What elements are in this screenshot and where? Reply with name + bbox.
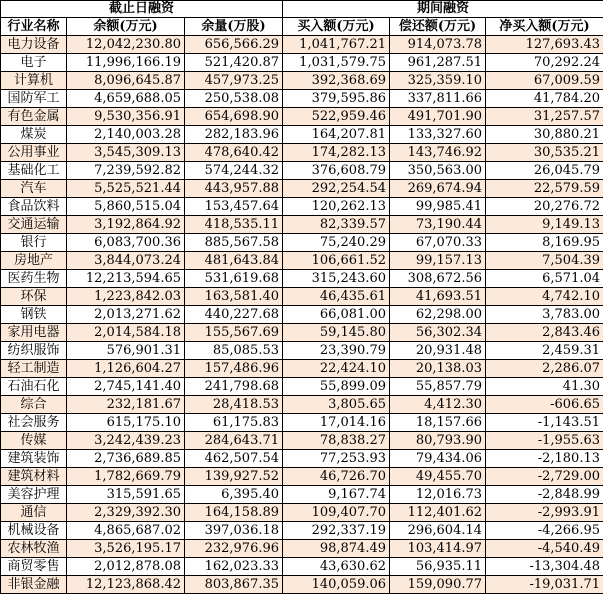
net-buy-value: 30,880.21 xyxy=(486,126,603,144)
volume-value: 418,535.11 xyxy=(185,216,283,234)
volume-value: 157,486.96 xyxy=(185,360,283,378)
volume-value: 574,244.32 xyxy=(185,162,283,180)
balance-value: 2,736,689.85 xyxy=(67,450,185,468)
industry-name: 通信 xyxy=(1,504,67,522)
net-buy-value: 127,693.43 xyxy=(486,36,603,54)
buy-value: 55,899.09 xyxy=(283,378,390,396)
volume-value: 61,175.83 xyxy=(185,414,283,432)
repay-value: 20,138.03 xyxy=(390,360,486,378)
repay-value: 56,302.34 xyxy=(390,324,486,342)
balance-value: 2,329,392.30 xyxy=(67,504,185,522)
balance-value: 8,096,645.87 xyxy=(67,72,185,90)
volume-value: 162,023.33 xyxy=(185,558,283,576)
buy-value: 292,254.54 xyxy=(283,180,390,198)
balance-value: 6,083,700.36 xyxy=(67,234,185,252)
buy-value: 292,337.19 xyxy=(283,522,390,540)
volume-value: 521,420.87 xyxy=(185,54,283,72)
volume-value: 481,643.84 xyxy=(185,252,283,270)
repay-value: 99,985.41 xyxy=(390,198,486,216)
volume-value: 85,085.53 xyxy=(185,342,283,360)
buy-value: 17,014.16 xyxy=(283,414,390,432)
buy-value: 78,838.27 xyxy=(283,432,390,450)
net-buy-value: 67,009.59 xyxy=(486,72,603,90)
volume-value: 440,227.68 xyxy=(185,306,283,324)
table-row xyxy=(1,576,603,594)
table-row xyxy=(1,288,603,306)
industry-name: 银行 xyxy=(1,234,67,252)
industry-name: 美容护理 xyxy=(1,486,67,504)
column-header-repay: 偿还额(万元) xyxy=(390,18,486,36)
net-buy-value: 2,286.07 xyxy=(486,360,603,378)
industry-name: 房地产 xyxy=(1,252,67,270)
net-buy-value: 2,459.31 xyxy=(486,342,603,360)
table-row xyxy=(1,54,603,72)
industry-name: 有色金属 xyxy=(1,108,67,126)
buy-value: 3,805.65 xyxy=(283,396,390,414)
volume-value: 250,538.08 xyxy=(185,90,283,108)
buy-value: 379,595.86 xyxy=(283,90,390,108)
buy-value: 23,390.79 xyxy=(283,342,390,360)
balance-value: 1,126,604.27 xyxy=(67,360,185,378)
column-header-volume: 余量(万股) xyxy=(185,18,283,36)
group-header-period: 期间融资 xyxy=(283,1,603,18)
industry-name: 商贸零售 xyxy=(1,558,67,576)
industry-name: 纺织服饰 xyxy=(1,342,67,360)
industry-name: 基础化工 xyxy=(1,162,67,180)
table-row xyxy=(1,36,603,54)
industry-name: 石油石化 xyxy=(1,378,67,396)
column-header-row xyxy=(1,18,603,36)
buy-value: 75,240.29 xyxy=(283,234,390,252)
buy-value: 66,081.00 xyxy=(283,306,390,324)
table-row xyxy=(1,558,603,576)
net-buy-value: 22,579.59 xyxy=(486,180,603,198)
volume-value: 163,581.40 xyxy=(185,288,283,306)
volume-value: 6,395.40 xyxy=(185,486,283,504)
industry-name: 综合 xyxy=(1,396,67,414)
balance-value: 3,526,195.17 xyxy=(67,540,185,558)
volume-value: 397,036.18 xyxy=(185,522,283,540)
column-header-balance: 余额(万元) xyxy=(67,18,185,36)
industry-name: 传媒 xyxy=(1,432,67,450)
table-row xyxy=(1,360,603,378)
repay-value: 159,090.77 xyxy=(390,576,486,594)
repay-value: 133,327.60 xyxy=(390,126,486,144)
table-row xyxy=(1,486,603,504)
table-row xyxy=(1,342,603,360)
balance-value: 5,860,515.04 xyxy=(67,198,185,216)
balance-value: 9,530,356.91 xyxy=(67,108,185,126)
balance-value: 2,014,584.18 xyxy=(67,324,185,342)
balance-value: 1,223,842.03 xyxy=(67,288,185,306)
net-buy-value: -19,031.71 xyxy=(486,576,603,594)
buy-value: 1,031,579.75 xyxy=(283,54,390,72)
volume-value: 282,183.96 xyxy=(185,126,283,144)
table-row xyxy=(1,252,603,270)
net-buy-value: 70,292.24 xyxy=(486,54,603,72)
industry-name: 国防军工 xyxy=(1,90,67,108)
balance-value: 4,659,688.05 xyxy=(67,90,185,108)
buy-value: 82,339.57 xyxy=(283,216,390,234)
table-row xyxy=(1,540,603,558)
industry-name: 社会服务 xyxy=(1,414,67,432)
buy-value: 22,424.10 xyxy=(283,360,390,378)
repay-value: 99,157.13 xyxy=(390,252,486,270)
volume-value: 443,957.88 xyxy=(185,180,283,198)
buy-value: 376,608.79 xyxy=(283,162,390,180)
buy-value: 174,282.13 xyxy=(283,144,390,162)
industry-name: 建筑装饰 xyxy=(1,450,67,468)
repay-value: 62,298.00 xyxy=(390,306,486,324)
repay-value: 491,701.90 xyxy=(390,108,486,126)
industry-name: 电力设备 xyxy=(1,36,67,54)
balance-value: 2,140,003.28 xyxy=(67,126,185,144)
net-buy-value: -606.65 xyxy=(486,396,603,414)
balance-value: 12,042,230.80 xyxy=(67,36,185,54)
repay-value: 55,857.79 xyxy=(390,378,486,396)
table-row xyxy=(1,234,603,252)
volume-value: 232,976.96 xyxy=(185,540,283,558)
net-buy-value: -2,848.99 xyxy=(486,486,603,504)
volume-value: 284,643.71 xyxy=(185,432,283,450)
volume-value: 153,457.64 xyxy=(185,198,283,216)
industry-name: 建筑材料 xyxy=(1,468,67,486)
volume-value: 803,867.35 xyxy=(185,576,283,594)
table-row xyxy=(1,432,603,450)
column-header-net-buy: 净买入额(万元) xyxy=(486,18,603,36)
balance-value: 3,242,439.23 xyxy=(67,432,185,450)
industry-name: 食品饮料 xyxy=(1,198,67,216)
repay-value: 79,434.06 xyxy=(390,450,486,468)
industry-name: 公用事业 xyxy=(1,144,67,162)
volume-value: 462,507.54 xyxy=(185,450,283,468)
buy-value: 315,243.60 xyxy=(283,270,390,288)
balance-value: 232,181.67 xyxy=(67,396,185,414)
buy-value: 46,435.61 xyxy=(283,288,390,306)
volume-value: 139,927.52 xyxy=(185,468,283,486)
industry-name: 钢铁 xyxy=(1,306,67,324)
industry-name: 交通运输 xyxy=(1,216,67,234)
net-buy-value: 9,149.13 xyxy=(486,216,603,234)
volume-value: 654,698.90 xyxy=(185,108,283,126)
buy-value: 109,407.70 xyxy=(283,504,390,522)
net-buy-value: -4,540.49 xyxy=(486,540,603,558)
balance-value: 3,844,073.24 xyxy=(67,252,185,270)
net-buy-value: 30,535.21 xyxy=(486,144,603,162)
industry-name: 农林牧渔 xyxy=(1,540,67,558)
volume-value: 164,158.89 xyxy=(185,504,283,522)
repay-value: 308,672.56 xyxy=(390,270,486,288)
table-row xyxy=(1,90,603,108)
balance-value: 5,525,521.44 xyxy=(67,180,185,198)
buy-value: 140,059.06 xyxy=(283,576,390,594)
table-row xyxy=(1,144,603,162)
repay-value: 143,746.92 xyxy=(390,144,486,162)
repay-value: 73,190.44 xyxy=(390,216,486,234)
repay-value: 49,455.70 xyxy=(390,468,486,486)
repay-value: 20,931.48 xyxy=(390,342,486,360)
table-row xyxy=(1,126,603,144)
balance-value: 1,782,669.79 xyxy=(67,468,185,486)
table-row xyxy=(1,72,603,90)
industry-name: 机械设备 xyxy=(1,522,67,540)
buy-value: 9,167.74 xyxy=(283,486,390,504)
table-row xyxy=(1,378,603,396)
buy-value: 46,726.70 xyxy=(283,468,390,486)
net-buy-value: 7,504.39 xyxy=(486,252,603,270)
net-buy-value: -13,304.48 xyxy=(486,558,603,576)
repay-value: 325,359.10 xyxy=(390,72,486,90)
buy-value: 43,630.62 xyxy=(283,558,390,576)
volume-value: 457,973.25 xyxy=(185,72,283,90)
buy-value: 392,368.69 xyxy=(283,72,390,90)
industry-name: 汽车 xyxy=(1,180,67,198)
net-buy-value: 41.30 xyxy=(486,378,603,396)
volume-value: 656,566.29 xyxy=(185,36,283,54)
buy-value: 120,262.13 xyxy=(283,198,390,216)
net-buy-value: 20,276.72 xyxy=(486,198,603,216)
table-row xyxy=(1,270,603,288)
repay-value: 337,811.66 xyxy=(390,90,486,108)
table-row xyxy=(1,198,603,216)
repay-value: 18,157.66 xyxy=(390,414,486,432)
repay-value: 103,414.97 xyxy=(390,540,486,558)
repay-value: 56,935.11 xyxy=(390,558,486,576)
industry-name: 非银金融 xyxy=(1,576,67,594)
net-buy-value: 2,843.46 xyxy=(486,324,603,342)
net-buy-value: -2,993.91 xyxy=(486,504,603,522)
table-row xyxy=(1,216,603,234)
volume-value: 531,619.68 xyxy=(185,270,283,288)
balance-value: 2,012,878.08 xyxy=(67,558,185,576)
table-row xyxy=(1,396,603,414)
industry-name: 环保 xyxy=(1,288,67,306)
net-buy-value: -4,266.95 xyxy=(486,522,603,540)
repay-value: 350,563.00 xyxy=(390,162,486,180)
buy-value: 522,959.46 xyxy=(283,108,390,126)
balance-value: 11,996,166.19 xyxy=(67,54,185,72)
group-header-row xyxy=(1,1,603,18)
net-buy-value: 6,571.04 xyxy=(486,270,603,288)
repay-value: 269,674.94 xyxy=(390,180,486,198)
buy-value: 98,874.49 xyxy=(283,540,390,558)
buy-value: 59,145.80 xyxy=(283,324,390,342)
balance-value: 576,901.31 xyxy=(67,342,185,360)
net-buy-value: -2,729.00 xyxy=(486,468,603,486)
repay-value: 961,287.51 xyxy=(390,54,486,72)
industry-name: 家用电器 xyxy=(1,324,67,342)
group-header-balance: 截止日融资 xyxy=(1,1,283,18)
repay-value: 296,604.14 xyxy=(390,522,486,540)
buy-value: 164,207.81 xyxy=(283,126,390,144)
net-buy-value: 26,045.79 xyxy=(486,162,603,180)
table-row xyxy=(1,504,603,522)
net-buy-value: 4,742.10 xyxy=(486,288,603,306)
repay-value: 80,793.90 xyxy=(390,432,486,450)
table-row xyxy=(1,162,603,180)
balance-value: 7,239,592.82 xyxy=(67,162,185,180)
balance-value: 4,865,687.02 xyxy=(67,522,185,540)
net-buy-value: -2,180.13 xyxy=(486,450,603,468)
repay-value: 4,412.30 xyxy=(390,396,486,414)
net-buy-value: 3,783.00 xyxy=(486,306,603,324)
volume-value: 478,640.42 xyxy=(185,144,283,162)
repay-value: 67,070.33 xyxy=(390,234,486,252)
industry-name: 医药生物 xyxy=(1,270,67,288)
repay-value: 12,016.73 xyxy=(390,486,486,504)
net-buy-value: 31,257.57 xyxy=(486,108,603,126)
industry-name: 轻工制造 xyxy=(1,360,67,378)
table-row xyxy=(1,468,603,486)
column-header-industry: 行业名称 xyxy=(1,18,67,36)
net-buy-value: -1,143.51 xyxy=(486,414,603,432)
balance-value: 2,745,141.40 xyxy=(67,378,185,396)
table-row xyxy=(1,522,603,540)
table-row xyxy=(1,306,603,324)
volume-value: 155,567.69 xyxy=(185,324,283,342)
balance-value: 615,175.10 xyxy=(67,414,185,432)
balance-value: 12,123,868.42 xyxy=(67,576,185,594)
industry-name: 计算机 xyxy=(1,72,67,90)
volume-value: 885,567.58 xyxy=(185,234,283,252)
net-buy-value: 8,169.95 xyxy=(486,234,603,252)
volume-value: 241,798.68 xyxy=(185,378,283,396)
repay-value: 914,073.78 xyxy=(390,36,486,54)
table-row xyxy=(1,450,603,468)
balance-value: 3,545,309.13 xyxy=(67,144,185,162)
volume-value: 28,418.53 xyxy=(185,396,283,414)
buy-value: 1,041,767.21 xyxy=(283,36,390,54)
table-row xyxy=(1,324,603,342)
column-header-buy: 买入额(万元) xyxy=(283,18,390,36)
buy-value: 106,661.52 xyxy=(283,252,390,270)
industry-name: 煤炭 xyxy=(1,126,67,144)
repay-value: 41,693.51 xyxy=(390,288,486,306)
net-buy-value: -1,955.63 xyxy=(486,432,603,450)
balance-value: 2,013,271.62 xyxy=(67,306,185,324)
balance-value: 3,192,864.92 xyxy=(67,216,185,234)
table-row xyxy=(1,414,603,432)
industry-name: 电子 xyxy=(1,54,67,72)
balance-value: 12,213,594.65 xyxy=(67,270,185,288)
buy-value: 77,253.93 xyxy=(283,450,390,468)
repay-value: 112,401.62 xyxy=(390,504,486,522)
table-row xyxy=(1,108,603,126)
table-row xyxy=(1,180,603,198)
balance-value: 315,591.65 xyxy=(67,486,185,504)
net-buy-value: 41,784.20 xyxy=(486,90,603,108)
